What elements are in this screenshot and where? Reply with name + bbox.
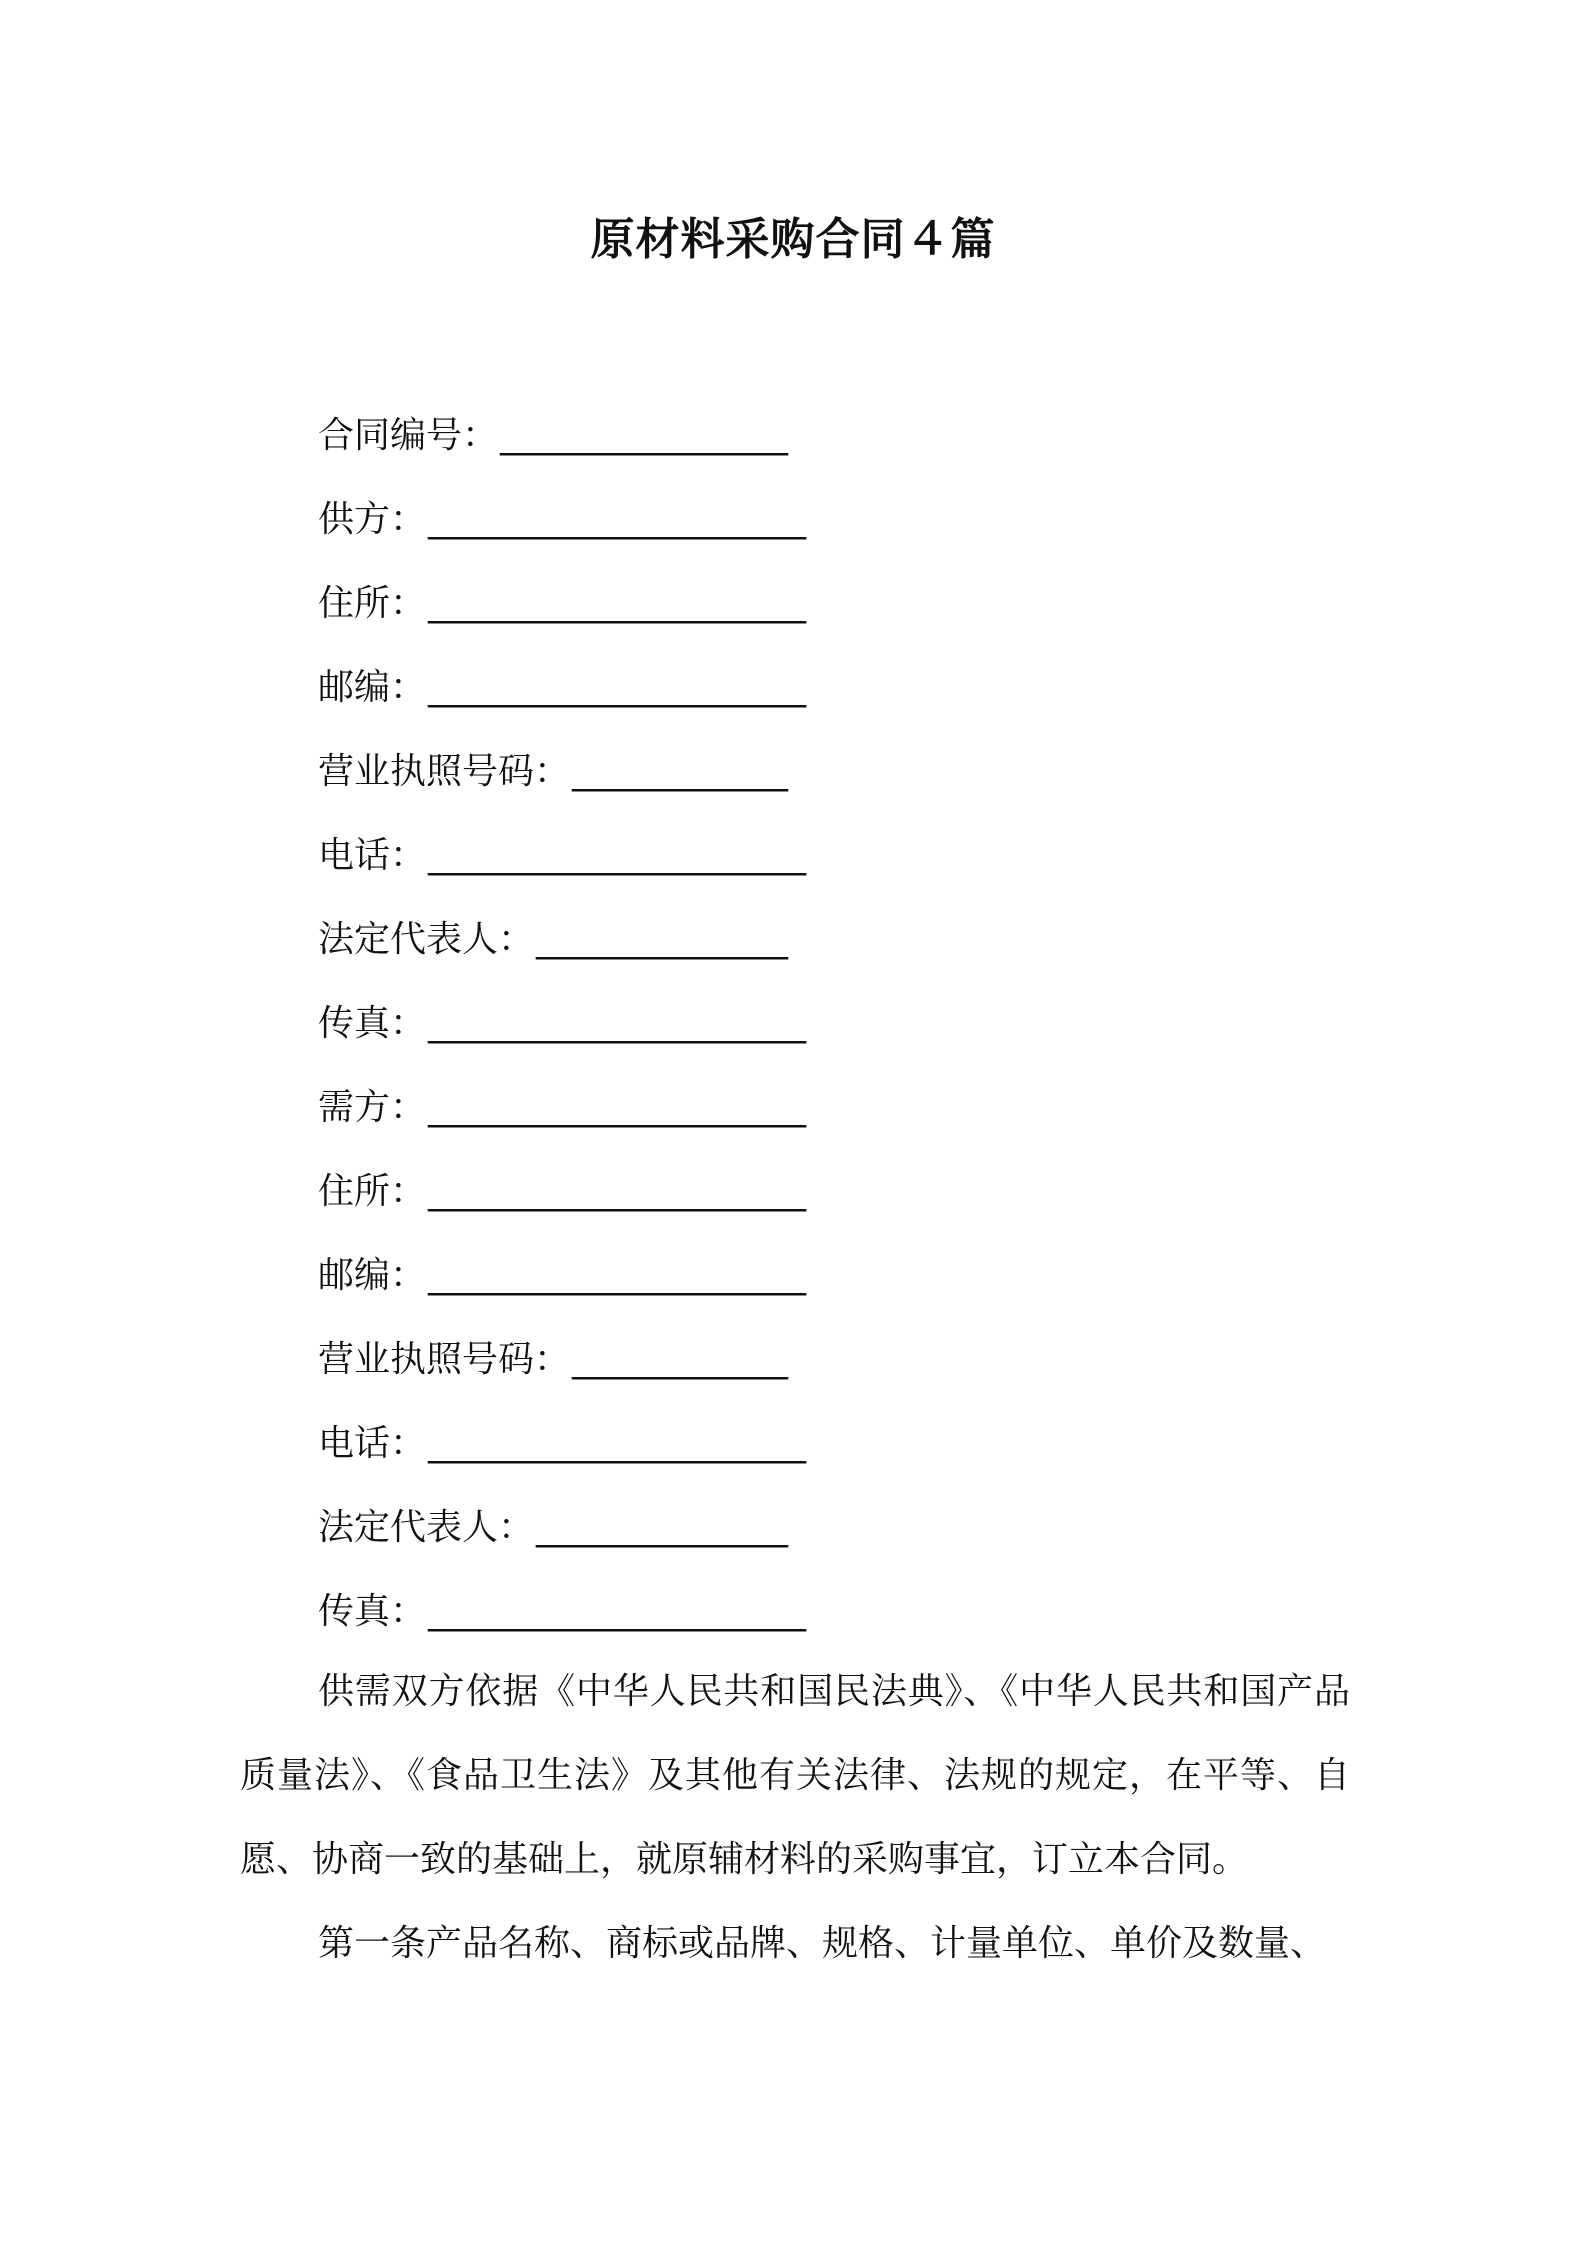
document-title: 原材料采购合同４篇: [590, 214, 996, 265]
field-label: 邮编：: [318, 1255, 427, 1296]
field-blank: _____________________: [428, 1003, 807, 1044]
field-buyer-representative: [318, 1496, 1318, 1580]
field-blank: _____________________: [428, 1423, 807, 1464]
field-label: 传真：: [318, 1591, 427, 1632]
field-supplier: [318, 488, 1318, 572]
field-blank: ______________: [536, 919, 789, 960]
field-blank: _____________________: [428, 1087, 807, 1128]
field-supplier-license: [318, 740, 1318, 824]
field-blank: ______________: [536, 1507, 789, 1548]
field-label: 住所：: [318, 1171, 427, 1212]
field-supplier-address: [318, 572, 1318, 656]
field-blank: _____________________: [428, 1255, 807, 1296]
field-supplier-postcode: [318, 656, 1318, 740]
field-label: 供方：: [318, 499, 427, 540]
contract-fields: [318, 404, 1318, 1664]
field-label: 邮编：: [318, 667, 427, 708]
field-label: 电话：: [318, 835, 427, 876]
field-supplier-phone: [318, 824, 1318, 908]
field-label: 营业执照号码：: [318, 751, 571, 792]
field-blank: ____________: [572, 1339, 789, 1380]
intro-paragraph: 供需双方依据《中华人民共和国民法典》、《中华人民共和国产品质量法》、《食品卫生法》及其他有关法律、法规的规定，在平等、自愿、协商一致的基础上，就原辅材料的采购事宜，订立本合同。: [240, 1671, 1350, 1880]
field-label: 营业执照号码：: [318, 1339, 571, 1380]
article-one-paragraph: 第一条产品名称、商标或品牌、规格、计量单位、单价及数量、: [318, 1923, 1327, 1964]
field-buyer-postcode: [318, 1244, 1318, 1328]
field-blank: _____________________: [428, 499, 807, 540]
field-blank: _____________________: [428, 835, 807, 876]
field-buyer: [318, 1076, 1318, 1160]
field-supplier-representative: [318, 908, 1318, 992]
field-label: 电话：: [318, 1423, 427, 1464]
field-blank: _____________________: [428, 1171, 807, 1212]
field-buyer-phone: [318, 1412, 1318, 1496]
field-buyer-address: [318, 1160, 1318, 1244]
field-label: 法定代表人：: [318, 1507, 535, 1548]
field-label: 合同编号：: [318, 415, 499, 456]
field-supplier-fax: [318, 992, 1318, 1076]
field-label: 法定代表人：: [318, 919, 535, 960]
field-contract-number: [318, 404, 1318, 488]
field-label: 需方：: [318, 1087, 427, 1128]
field-blank: ________________: [500, 415, 789, 456]
field-blank: _____________________: [428, 583, 807, 624]
field-label: 传真：: [318, 1003, 427, 1044]
field-buyer-license: [318, 1328, 1318, 1412]
field-blank: _____________________: [428, 667, 807, 708]
field-label: 住所：: [318, 583, 427, 624]
field-blank: _____________________: [428, 1591, 807, 1632]
field-blank: ____________: [572, 751, 789, 792]
